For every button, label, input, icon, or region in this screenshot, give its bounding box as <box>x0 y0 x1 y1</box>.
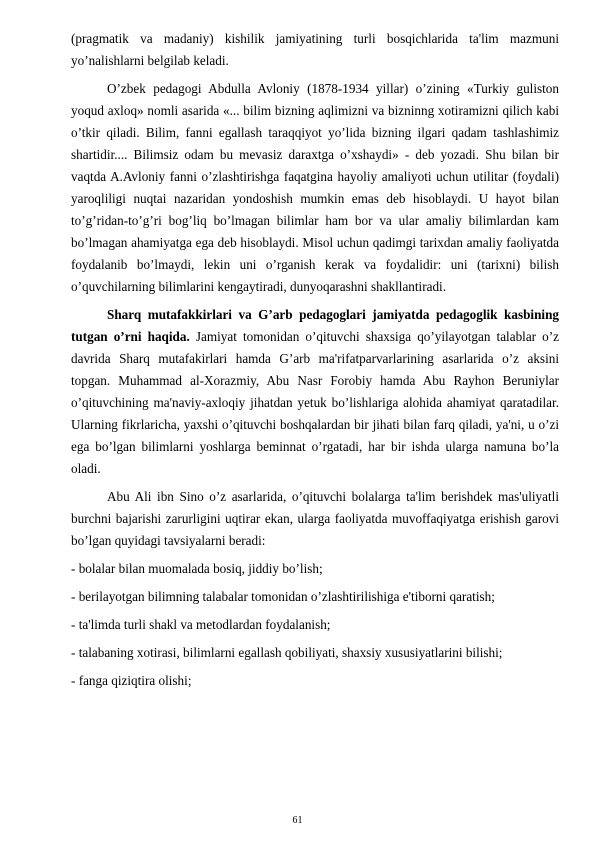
list-item: - berilayotgan bilimning talabalar tomonidan o’zlashtirilishiga e'tiborni qaratish; <box>71 589 495 604</box>
paragraph-text: Jamiyat tomonidan o’qituvchi shaxsiga qo’yilayotgan talablar o’z davrida Sharq mutafakirlari hamda G’arb ma'rifatparvarlarining asarlarida o’z aksini topgan. Muhammad al-Xorazmiy, Abu Nasr Forobiy hamda Abu Rayhon Beruniylar o’qituvchining ma'naviy-axloqiy jihatdan yetuk bo’lishlariga alohida ahamiyat qaratadilar. Ularning fikrlaricha, yaxshi o’qituvchi boshqalardan bir jihati bilan farq qiladi, ya'ni, u o’zi ega bo’lgan bilimlarni yoshlarga beminnat o’rgatadi, har bir ishda ularga namuna bo’la oladi. <box>71 329 559 476</box>
list-item: - fanga qiziqtira olishi; <box>71 673 192 688</box>
list-item: - bolalar bilan muomalada bosiq, jiddiy bo’lish; <box>71 561 323 576</box>
page-number: 61 <box>292 815 303 826</box>
list-item: - ta'limda turli shakl va metodlardan foydalanish; <box>71 617 331 632</box>
section-heading: Sharq mutafakkirlari va G’arb pedagoglari jamiyatda pedagoglik kasbining tutgan o’rni haqida. <box>71 307 559 344</box>
list-item: - talabaning xotirasi, bilimlarni egallash qobiliyati, shaxsiy xususiyatlarini bilishi; <box>71 645 503 660</box>
document-page <box>71 28 559 698</box>
paragraph: (pragmatik va madaniy) kishilik jamiyatining turli bosqichlarida ta'lim mazmuni yo’nalishlarni belgilab keladi. <box>71 31 559 68</box>
bullet-list <box>71 558 559 692</box>
paragraph: Abu Ali ibn Sino o’z asarlarida, o’qituvchi bolalarga ta'lim berishdek mas'uliyatli burchni bajarishi zarurligini uqtirar ekan, ularga faoliyatda muvoffaqiyatga erishish garovi bo’lgan quyidagi tavsiyalarni beradi: <box>71 489 559 548</box>
paragraph: O’zbek pedagogi Abdulla Avloniy (1878-1934 yillar) o’zining «Turkiy guliston yoqud axloq» nomli asarida «... bilim bizning aqlimizni va bizninng xotiramizni qilich kabi o’tkir qiladi. Bilim, fanni egallash taraqqiyot yo’lida bizning ilgari qadam tashlashimiz shartidir.... Bilimsiz odam bu mevasiz daraxtga o’xshaydi» - deb yozadi. Shu bilan bir vaqtda A.Avloniy fanni o’zlashtirishga faqatgina hayoliy amaliyoti uchun utilitar (foydali) yaroqliligi nuqtai nazaridan yondoshish mumkin emas deb hisoblaydi. U hayot bilan to’g’ridan-to’g’ri bog’liq bo’lmagan bilimlar ham bor va ular amaliy bilimlardan kam bo’lmagan ahamiyatga ega deb hisoblaydi. Misol uchun qadimgi tarixdan amaliy faoliyatda foydalanib bo’lmaydi, lekin uni o’rganish kerak va foydalidir: uni (tarixni) bilish o’quvchilarning bilimlarini kengaytiradi, dunyoqarashni shakllantiradi. <box>71 81 559 294</box>
paragraph <box>71 304 559 480</box>
